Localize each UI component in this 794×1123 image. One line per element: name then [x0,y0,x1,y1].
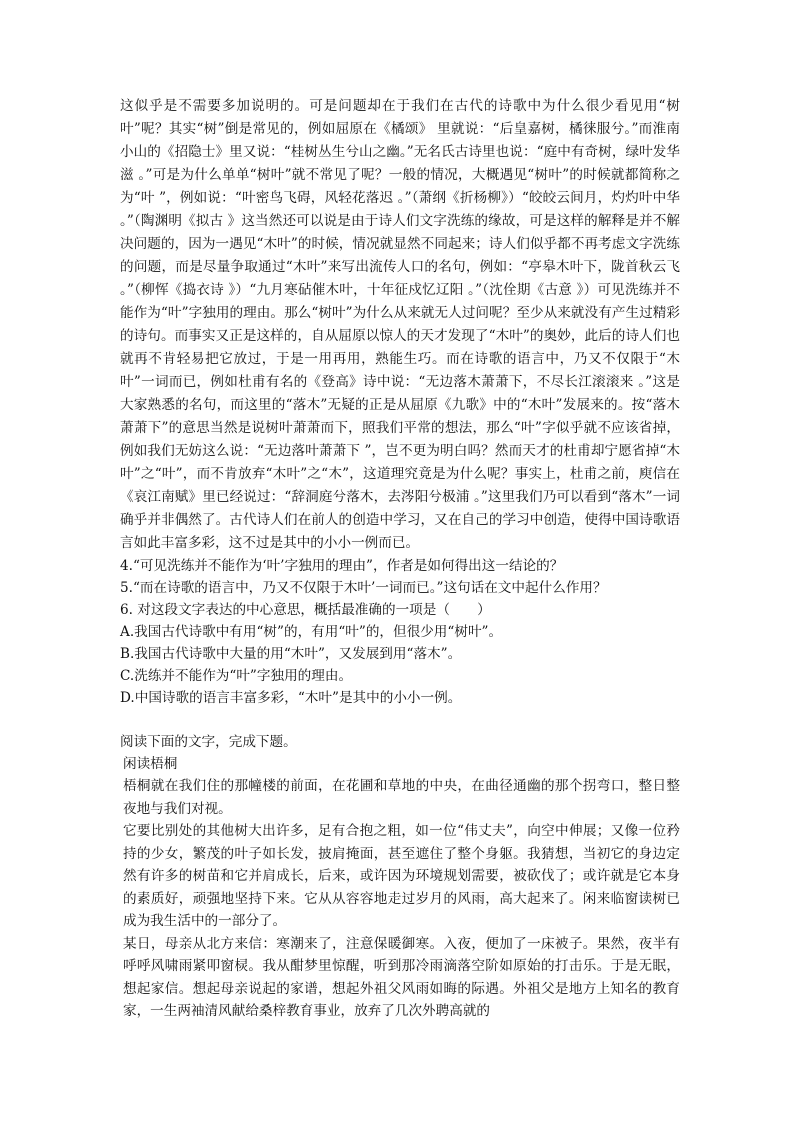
question-4: 4.“可见洗练并不能作为‘叶’字独用的理由”，作者是如何得出这一结论的？ [120,558,564,574]
question-5: 5.“而在诗歌的语言中，乃又不仅限于木叶’一词而已。”这句话在文中起什么作用？ [120,580,607,596]
section-gap [120,709,680,731]
option-c: C.洗练并不能作为“叶”字独用的理由。 [120,668,353,684]
article-title: 闲读梧桐 [123,756,178,772]
document-page [120,95,680,1023]
passage-paragraph: 这似乎是不需要多加说明的。可是问题却在于我们在古代的诗歌中为什么很少看见用“树叶”呢？其实“树”倒是常见的，例如屈原在《橘颂》 里就说：“后皇嘉树，橘徕服兮。”而淮南小山的《招隐士》里又说：“桂树丛生兮山之幽。”无名氏古诗里也说：“庭中有奇树，绿叶发华滋 。”可是为什么单单“树叶”就不常见了呢？一般的情况，大概遇见“树叶”的时候就都简称之为“叶 ”，例如说：“叶密鸟飞碍，风轻花落迟 。”（萧纲《折杨柳》）“皎皎云间月，灼灼叶中华 。”（陶渊明《拟古 》这当然还可以说是由于诗人们文字洗练的缘故，可是这样的解释是并不解决问题的，因为一遇见“木叶”的时候，情况就显然不同起来；诗人们似乎都不再考虑文字洗练的问题，而是尽量争取通过“木叶”来写出流传人口的名句，例如：“亭皋木叶下，陇首秋云飞 。”（柳恽《捣衣诗 》）“九月寒砧催木叶，十年征戍忆辽阳 。”（沈佺期《古意 》）可见洗练并不能作为“叶”字独用的理由。那么“树叶”为什么从来就无人过问呢？至少从来就没有产生过精彩的诗句。而事实又正是这样的，自从屈原以惊人的天才发现了“木叶”的奥妙，此后的诗人们也就再不肯轻易把它放过，于是一用再用，熟能生巧。而在诗歌的语言中，乃又不仅限于“木叶”一词而已，例如杜甫有名的《登高》诗中说：“无边落木萧萧下，不尽长江滚滚来 。”这是大家熟悉的名句，而这里的“落木”无疑的正是从屈原《九歌》中的“木叶”发展来的。按“落木萧萧下”的意思当然是说树叶萧萧而下，照我们平常的想法，那么“叶”字似乎就不应该省掉，例如我们无妨这么说：“无边落叶萧萧下 ”，岂不更为明白吗？然而天才的杜甫却宁愿省掉“木叶”之“叶”，而不肯放弃“木叶”之“木”，这道理究竟是为什么呢？事实上，杜甫之前，庾信在《哀江南赋》里已经说过：“辞洞庭兮落木，去涔阳兮极浦 。”这里我们乃可以看到“落木”一词确乎并非偶然了。古代诗人们在前人的创造中学习，又在自己的学习中创造，使得中国诗歌语言如此丰富多彩，这不过是其中的小小一例而已。 [120,98,680,551]
question-6: 6. 对这段文字表达的中心意思，概括最准确的一项是（ ） [120,602,491,618]
option-b: B.我国古代诗歌中大量的用“木叶”，又发展到用“落木”。 [120,646,462,662]
option-a: A.我国古代诗歌中有用“树”的，有用“叶”的，但很少用“树叶”。 [120,624,503,640]
reading-instruction: 阅读下面的文字，完成下题。 [120,734,297,750]
article-paragraph-2: 它要比别处的其他树大出许多，足有合抱之粗，如一位“伟丈夫”，向空中伸展；又像一位矜持的少女，繁茂的叶子如长发，披肩掩面，甚至遮住了整个身躯。我猜想，当初它的身边定然有许多的树苗和它并肩成长，后来，或许因为环境规划需要，被砍伐了；或许就是它本身的素质好，顽强地坚持下来。它从从容容地走过岁月的风雨，高大起来了。闲来临窗读树已成为我生活中的一部分了。 [123,823,680,929]
article-paragraph-3: 某日，母亲从北方来信：寒潮来了，注意保暖御寒。入夜，便加了一床被子。果然，夜半有呼呼风啸雨紧叩窗棂。我从酣梦里惊醒，听到那冷雨滴落空阶如原始的打击乐。于是无眠，想起家信。想起母亲说起的家谱，想起外祖父风雨如晦的际遇。外祖父是地方上知名的教育家，一生两袖清风献给桑梓教育事业，放弃了几次外聘高就的 [123,935,680,1019]
article-paragraph-1: 梧桐就在我们住的那幢楼的前面，在花圃和草地的中央，在曲径通幽的那个拐弯口，整日整夜地与我们对视。 [123,778,680,817]
option-d: D.中国诗歌的语言丰富多彩，“木叶”是其中的小小一例。 [120,690,462,706]
